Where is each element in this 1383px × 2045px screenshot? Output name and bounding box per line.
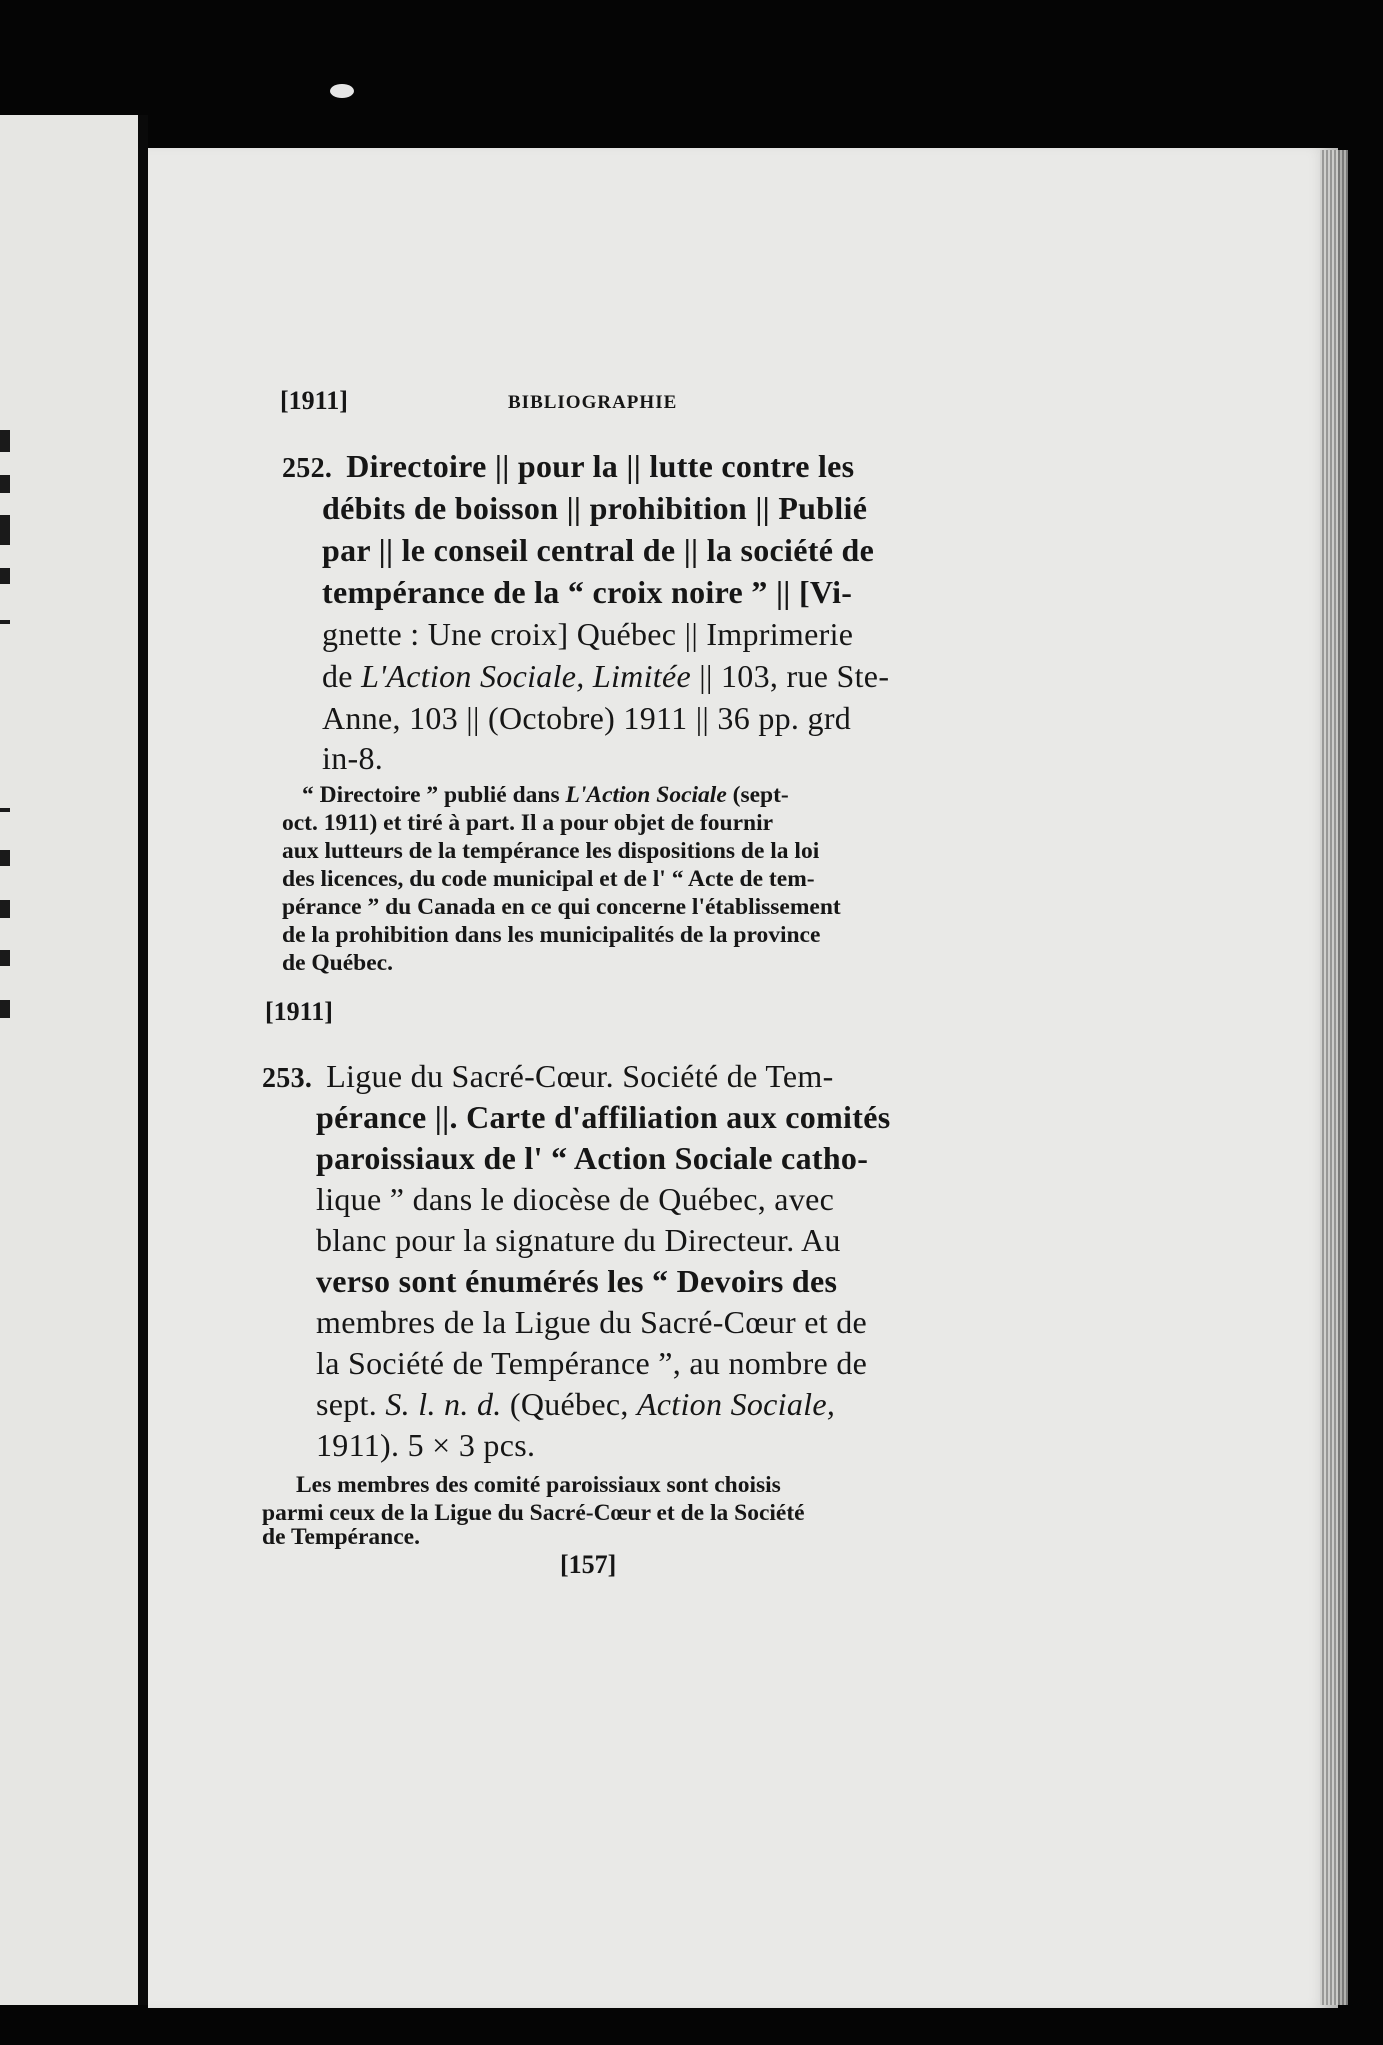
- left-page-fragment: [0, 115, 140, 2005]
- entry-253-year: [1911]: [265, 997, 333, 1026]
- note-252-line-2: oct. 1911) et tiré à part. Il a pour objet de fournir: [282, 810, 774, 836]
- note-252-line-6: de la prohibition dans les municipalités de la province: [282, 922, 821, 948]
- note-253-line-2: parmi ceux de la Ligue du Sacré-Cœur et de la Société: [262, 1500, 805, 1526]
- scan-speck: [330, 84, 354, 98]
- note-252-line-3: aux lutteurs de la tempérance les dispositions de la loi: [282, 838, 820, 864]
- entry-252-line-6: de L'Action Sociale, Limitée || 103, rue Ste-: [322, 658, 890, 694]
- entry-252-line-2: débits de boisson || prohibition || Publié: [322, 490, 868, 526]
- book-spine: [138, 115, 148, 2005]
- entry-253-line-8: la Société de Tempérance ”, au nombre de: [316, 1345, 868, 1381]
- note-252-line-1: “ Directoire ” publié dans L'Action Sociale (sept-: [302, 782, 789, 808]
- page-number: [157]: [560, 1550, 617, 1579]
- entry-252-line-5: gnette : Une croix] Québec || Imprimerie: [322, 616, 854, 652]
- left-page-edge-marks: [0, 430, 14, 1030]
- running-title: BIBLIOGRAPHIE: [508, 392, 678, 413]
- entry-252-line-7: Anne, 103 || (Octobre) 1911 || 36 pp. grd: [322, 700, 852, 736]
- entry-253-line-1: 253. Ligue du Sacré-Cœur. Société de Tem-: [262, 1058, 834, 1094]
- entry-253-line-3: paroissiaux de l' “ Action Sociale catho-: [316, 1140, 869, 1176]
- page-edge-shadow: [1320, 150, 1348, 2005]
- entry-253-line-7: membres de la Ligue du Sacré-Cœur et de: [316, 1304, 868, 1340]
- entry-252-line-1: 252. Directoire || pour la || lutte contre les: [282, 448, 855, 484]
- entry-number-252: 252.: [282, 453, 333, 484]
- entry-252-line-8: in-8.: [322, 740, 384, 776]
- entry-253-line-2: pérance ||. Carte d'affiliation aux comités: [316, 1099, 891, 1135]
- entry-253-line-4: lique ” dans le diocèse de Québec, avec: [316, 1181, 835, 1217]
- entry-252-line-3: par || le conseil central de || la société de: [322, 532, 875, 568]
- note-252-line-4: des licences, du code municipal et de l' “ Acte de tem-: [282, 866, 815, 892]
- entry-253-line-5: blanc pour la signature du Directeur. Au: [316, 1222, 841, 1258]
- note-253-line-3: de Tempérance.: [262, 1524, 420, 1550]
- entry-253-line-9: sept. S. l. n. d. (Québec, Action Sociale,: [316, 1386, 836, 1422]
- entry-253-line-10: 1911). 5 × 3 pcs.: [316, 1427, 536, 1463]
- entry-253-line-6: verso sont énumérés les “ Devoirs des: [316, 1263, 838, 1299]
- header-year: [1911]: [280, 386, 348, 415]
- note-252-line-5: pérance ” du Canada en ce qui concerne l'établissement: [282, 894, 841, 920]
- note-252-line-7: de Québec.: [282, 950, 393, 976]
- entry-number-253: 253.: [262, 1063, 313, 1094]
- entry-252-line-4: tempérance de la “ croix noire ” || [Vi-: [322, 574, 853, 610]
- note-253-line-1: Les membres des comité paroissiaux sont choisis: [296, 1472, 781, 1498]
